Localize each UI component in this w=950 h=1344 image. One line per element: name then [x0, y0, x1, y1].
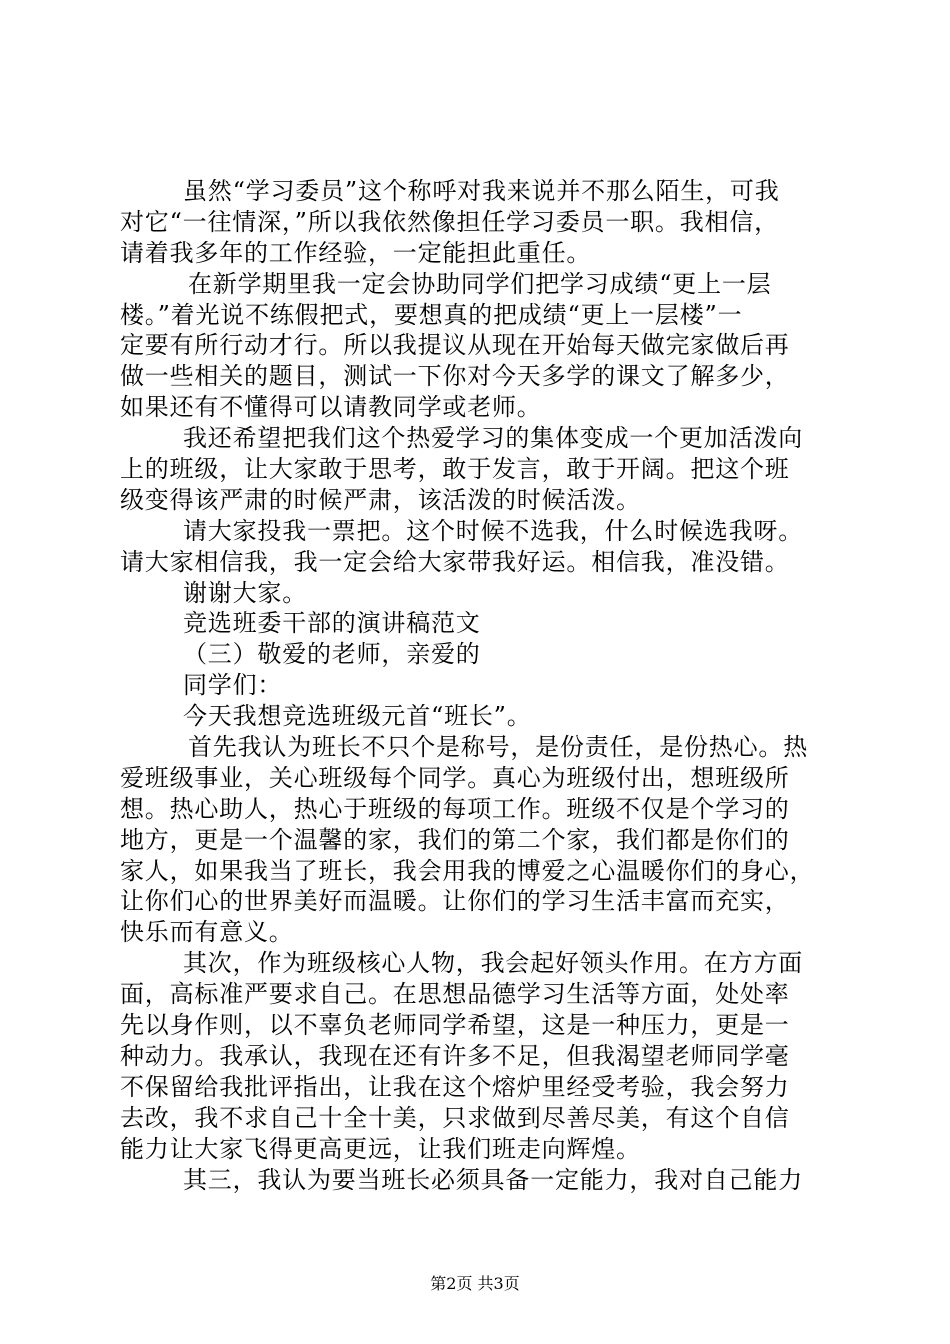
text-line: 能力让大家飞得更高更远，让我们班走向辉煌。: [120, 1134, 641, 1163]
text-line: 不保留给我批评指出，让我在这个熔炉里经受考验，我会努力: [120, 1072, 790, 1101]
text-line: 定要有所行动才行。所以我提议从现在开始每天做完家做后再: [120, 331, 790, 360]
text-line: 请大家投我一票把。这个时候不选我，什么时候选我呀。: [183, 516, 803, 545]
text-line: 同学们：: [183, 671, 283, 700]
text-line: 如果还有不懂得可以请教同学或老师。: [120, 393, 542, 422]
text-line: 想。热心助人，热心于班级的每项工作。班级不仅是个学习的: [120, 794, 790, 823]
text-line: 爱班级事业，关心班级每个同学。真心为班级付出，想班级所: [120, 763, 790, 792]
document-body: [120, 176, 840, 1195]
section-title: 竞选班委干部的演讲稿范文: [183, 609, 481, 638]
text-line: 虽然“学习委员”这个称呼对我来说并不那么陌生，可我: [183, 177, 780, 205]
text-line: 地方，更是一个温馨的家，我们的第二个家，我们都是你们的: [120, 825, 790, 854]
text-line: 家人，如果我当了班长，我会用我的博爱之心温暖你们的身心，: [120, 856, 815, 885]
page-footer: [0, 1274, 950, 1294]
text-line: 级变得该严肃的时候严肃，该活泼的时候活泼。: [120, 485, 641, 514]
text-line: 先以身作则，以不辜负老师同学希望，这是一种压力，更是一: [120, 1011, 790, 1040]
text-line: 我还希望把我们这个热爱学习的集体变成一个更加活泼向: [183, 424, 803, 453]
text-line: 请着我多年的工作经验，一定能担此重任。: [120, 238, 592, 267]
text-line: 上的班级，让大家敢于思考，敢于发言，敢于开阔。把这个班: [120, 455, 790, 484]
text-line: 面，高标准严要求自己。在思想品德学习生活等方面，处处率: [120, 980, 790, 1009]
text-line: 种动力。我承认，我现在还有许多不足，但我渴望老师同学毫: [120, 1041, 790, 1070]
text-line: 让你们心的世界美好而温暖。让你们的学习生活丰富而充实，: [120, 887, 790, 916]
text-line: 谢谢大家。: [183, 578, 307, 607]
text-line: （三）敬爱的老师，亲爱的: [183, 640, 481, 669]
text-line: 对它“一往情深，”所以我依然像担任学习委员一职。我相信，: [120, 207, 779, 236]
text-line: 在新学期里我一定会协助同学们把学习成绩“更上一层: [188, 269, 772, 298]
text-line: 首先我认为班长不只个是称号，是份责任，是份热心。热: [188, 733, 808, 762]
text-line: 去改，我不求自己十全十美，只求做到尽善尽美，有这个自信: [120, 1103, 790, 1132]
text-line: 其次，作为班级核心人物，我会起好领头作用。在方方面: [183, 949, 803, 978]
text-line: 其三，我认为要当班长必须具备一定能力，我对自己能力: [183, 1165, 803, 1194]
text-line: 今天我想竞选班级元首“班长”。: [183, 702, 532, 731]
text-line: 快乐而有意义。: [120, 918, 294, 947]
text-line: 做一些相关的题目，测试一下你对今天多学的课文了解多少，: [120, 362, 790, 391]
page-number-label: 第2页 共3页: [430, 1274, 520, 1293]
text-line: 请大家相信我，我一定会给大家带我好运。相信我，准没错。: [120, 547, 790, 576]
text-line: 楼。”着光说不练假把式，要想真的把成绩“更上一层楼”一: [120, 300, 743, 329]
